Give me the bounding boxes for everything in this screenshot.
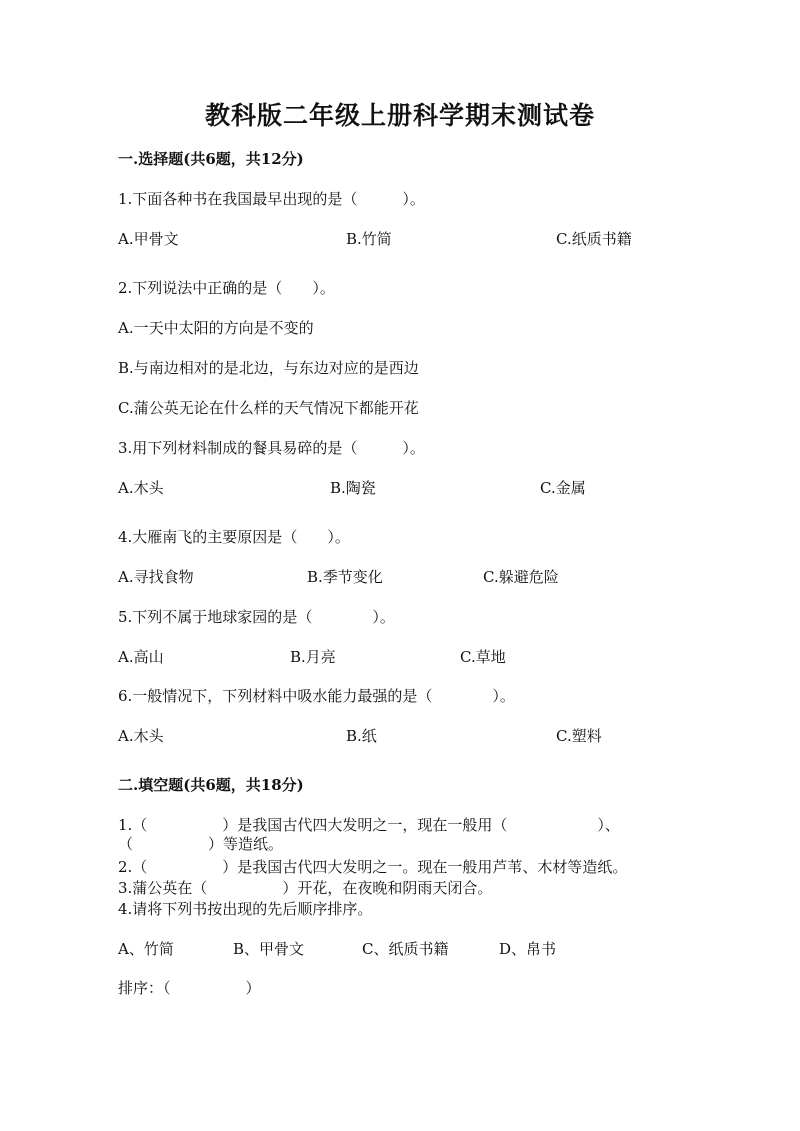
q5-option-c: C.草地 [460,648,506,666]
fill-line-3: 3.蒲公英在（ ）开花，在夜晚和阴雨天闭合。 [118,879,493,897]
fill-line-1: 1.（ ）是我国古代四大发明之一，现在一般用（ ）、 [118,816,620,834]
q4-option-b: B.季节变化 [307,568,383,586]
q1-option-a: A.甲骨文 [118,230,179,248]
q6-option-c: C.塑料 [556,727,602,745]
question-5: 5.下列不属于地球家园的是（ ）。 [118,608,395,626]
q5-option-a: A.高山 [118,648,164,666]
section-2-heading: 二.填空题(共6题，共18分) [118,776,304,794]
q2-option-c: C.蒲公英无论在什么样的天气情况下都能开花 [118,399,419,417]
q6-option-b: B.纸 [346,727,377,745]
q4-option-c: C.躲避危险 [483,568,559,586]
question-2: 2.下列说法中正确的是（ ）。 [118,279,335,297]
q3-option-a: A.木头 [118,479,164,497]
fill-4-option-b: B、甲骨文 [233,940,305,958]
fill-4-option-a: A、竹简 [118,940,174,958]
question-1: 1.下面各种书在我国最早出现的是（ ）。 [118,190,425,208]
question-6: 6.一般情况下，下列材料中吸水能力最强的是（ ）。 [118,687,515,705]
q3-option-b: B.陶瓷 [330,479,376,497]
section-1-heading: 一.选择题(共6题，共12分) [118,150,304,168]
fill-4-option-c: C、纸质书籍 [362,940,449,958]
q2-option-b: B.与南边相对的是北边，与东边对应的是西边 [118,359,419,377]
q4-option-a: A.寻找食物 [118,568,194,586]
q6-option-a: A.木头 [118,727,164,745]
fill-4-option-d: D、帛书 [499,940,557,958]
fill-line-2: 2.（ ）是我国古代四大发明之一。现在一般用芦苇、木材等造纸。 [118,858,628,876]
q1-option-c: C.纸质书籍 [556,230,632,248]
answer-line: 排序：（ ） [118,979,261,997]
page-title: 教科版二年级上册科学期末测试卷 [204,101,595,130]
q2-option-a: A.一天中太阳的方向是不变的 [118,319,314,337]
q1-option-b: B.竹简 [346,230,392,248]
fill-line-1-cont: （ ）等造纸。 [118,835,284,853]
question-3: 3.用下列材料制成的餐具易碎的是（ ）。 [118,439,425,457]
fill-line-4: 4.请将下列书按出现的先后顺序排序。 [118,900,373,918]
q5-option-b: B.月亮 [290,648,336,666]
question-4: 4.大雁南飞的主要原因是（ ）。 [118,528,350,546]
q3-option-c: C.金属 [540,479,586,497]
